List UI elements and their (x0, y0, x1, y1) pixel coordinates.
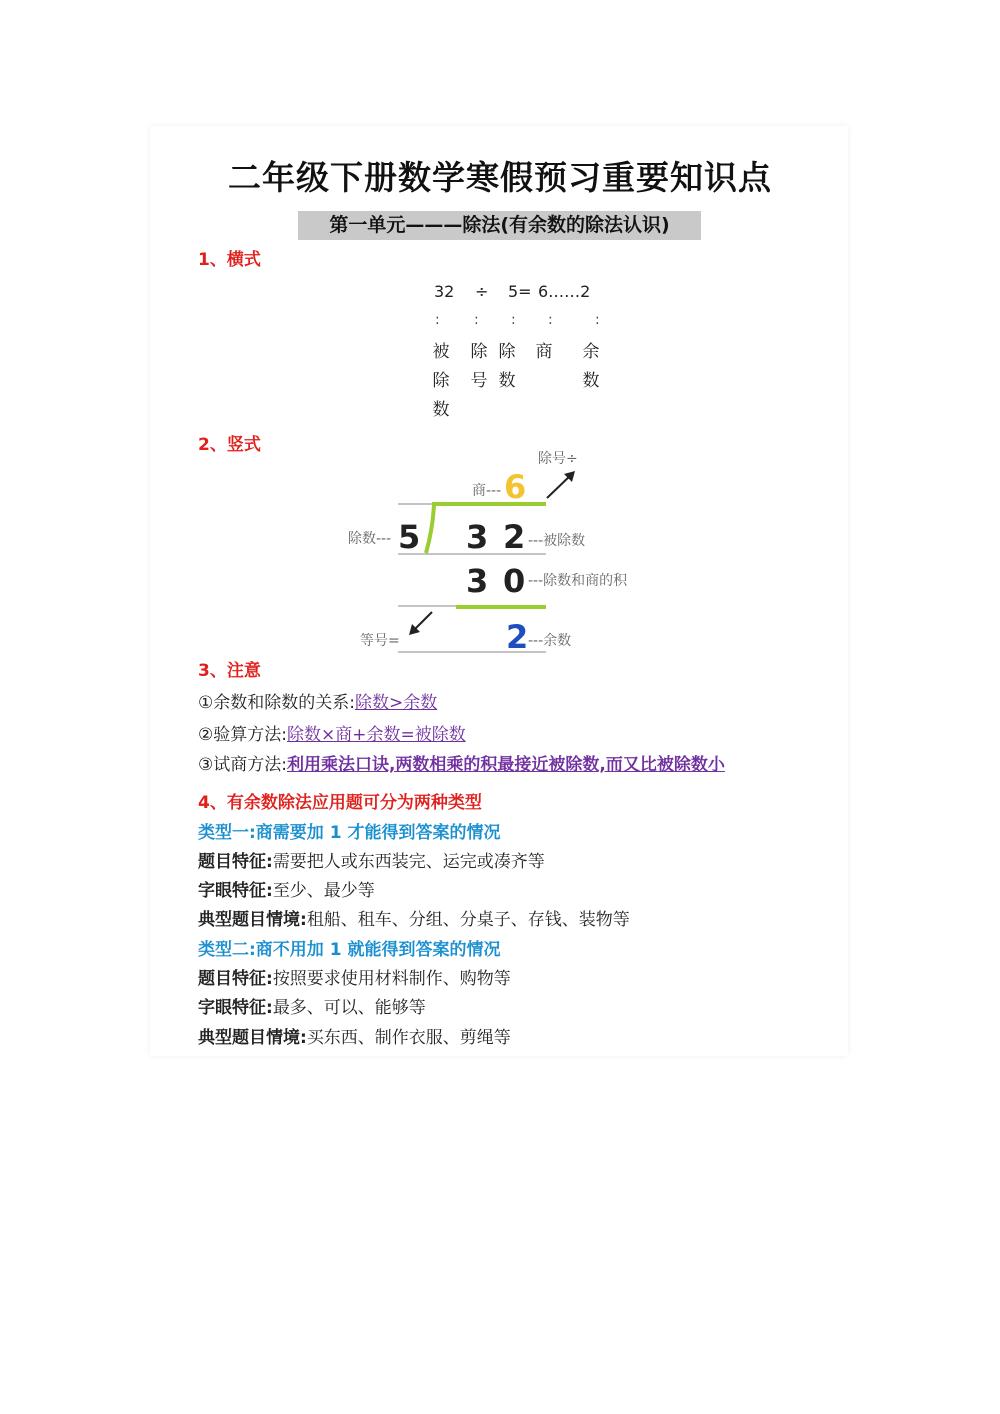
eq-dividend: 32 (434, 282, 455, 301)
type1-heading: 类型一:商需要加 1 才能得到答案的情况 (198, 823, 501, 843)
type1-row (198, 905, 630, 930)
diagram-lines (340, 440, 660, 660)
row-value: 买东西、制作衣服、剪绳等 (306, 1028, 511, 1048)
eq-colon: : (511, 312, 516, 328)
type2-row (198, 1023, 511, 1048)
row-value: 至少、最少等 (272, 881, 375, 901)
dividend-digit: 2 (503, 518, 526, 556)
section1-heading: 1、横式 (198, 250, 261, 270)
section4-heading: 4、有余数除法应用题可分为两种类型 (198, 793, 482, 813)
note-value: 除数>余数 (354, 693, 438, 713)
label-division-sign: 除号 (470, 342, 488, 391)
section3-heading: 3、注意 (198, 661, 261, 681)
label-divisor: 除数 (498, 342, 516, 391)
eq-colon: : (548, 312, 553, 328)
note-item (198, 750, 725, 775)
note-item (198, 688, 437, 713)
note-value: 除数×商+余数=被除数 (286, 725, 466, 745)
quotient-digit: 6 (504, 468, 527, 506)
product-digit: 0 (503, 562, 526, 600)
type2-row (198, 964, 511, 989)
dividend-label: ---被除数 (528, 533, 586, 549)
type1-row (198, 847, 545, 872)
label-dividend: 被除数 (432, 342, 450, 420)
label-quotient: 商 (535, 342, 553, 362)
eq-divisor: 5= (508, 282, 532, 301)
remainder-digit: 2 (506, 618, 529, 656)
note-value: 利用乘法口诀,两数相乘的积最接近被除数,而又比被除数小 (286, 755, 725, 775)
type2-heading: 类型二:商不用加 1 就能得到答案的情况 (198, 940, 501, 960)
dividend-digit: 3 (466, 518, 489, 556)
eq-colon: : (435, 312, 440, 328)
divisor-label: 除数--- (348, 531, 392, 547)
type1-row (198, 876, 375, 901)
product-label: ---除数和商的积 (528, 573, 628, 589)
row-value: 租船、租车、分组、分桌子、存钱、装物等 (306, 910, 630, 930)
eq-colon: : (595, 312, 600, 328)
eq-div-sign: ÷ (475, 282, 489, 301)
row-key: 题目特征: (198, 969, 273, 989)
equals-label: 等号= (360, 633, 400, 649)
product-digit: 3 (466, 562, 489, 600)
row-value: 需要把人或东西装完、运完或凑齐等 (272, 852, 545, 872)
divisor-digit: 5 (398, 518, 421, 556)
page-title: 二年级下册数学寒假预习重要知识点 (228, 158, 772, 197)
note-item (198, 720, 466, 745)
division-sign-label: 除号÷ (538, 451, 578, 467)
section2-heading: 2、竖式 (198, 435, 261, 455)
note-prefix: ③试商方法: (198, 755, 287, 775)
eq-colon: : (474, 312, 479, 328)
remainder-label: ---余数 (528, 633, 572, 649)
row-key: 字眼特征: (198, 998, 273, 1018)
quotient-label: 商--- (472, 483, 502, 499)
row-value: 按照要求使用材料制作、购物等 (272, 969, 511, 989)
unit-banner: 第一单元———除法(有余数的除法认识) (298, 211, 701, 240)
row-key: 题目特征: (198, 852, 273, 872)
row-key: 典型题目情境: (198, 1028, 307, 1048)
note-prefix: ①余数和除数的关系: (198, 693, 355, 713)
row-key: 典型题目情境: (198, 910, 307, 930)
row-key: 字眼特征: (198, 881, 273, 901)
note-prefix: ②验算方法: (198, 725, 287, 745)
long-division-diagram (340, 440, 660, 660)
label-remainder: 余数 (582, 342, 600, 391)
type2-row (198, 993, 426, 1018)
eq-quotient-remainder: 6……2 (538, 282, 591, 301)
row-value: 最多、可以、能够等 (272, 998, 426, 1018)
